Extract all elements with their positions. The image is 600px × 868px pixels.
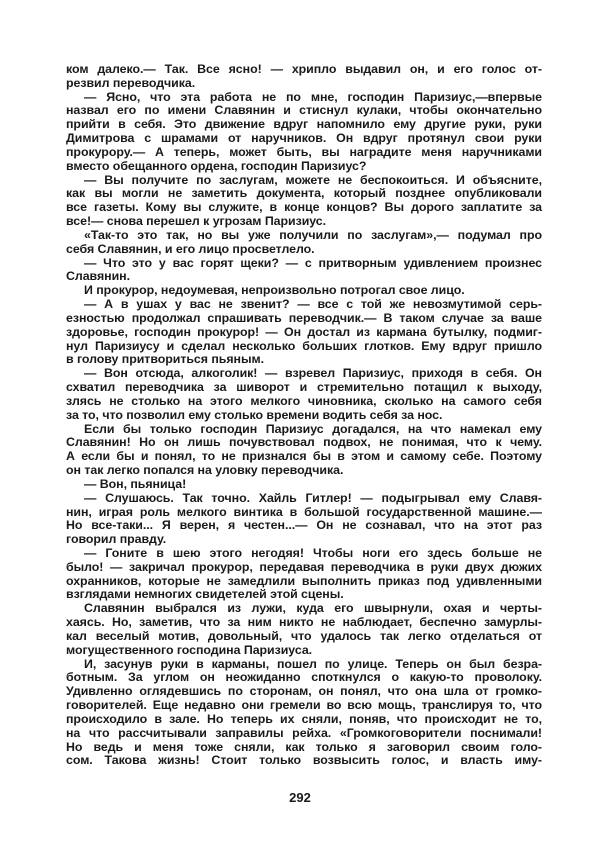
text-line: Славянин! Но он лишь почувствовал подвох, не понимая, что к чему. xyxy=(66,435,542,450)
text-line: на что рассчитывали заправилы рейха. «Громкоговорители поснимали! xyxy=(66,725,542,740)
text-line: могущественного господина Паризиуса. xyxy=(66,642,313,657)
text-line: за то, что позволил ему столько времени водить себя за нос. xyxy=(66,407,443,422)
text-line: — Ясно, что эта работа не по мне, господин Паризиус,—впервые xyxy=(84,89,542,104)
text-line: в голову притвориться пьяным. xyxy=(66,352,264,367)
text-line: прокурору.— А теперь, может быть, вы наградите меня наручниками xyxy=(66,144,542,159)
text-line: все газеты. Кому вы служите, в конце концов? Вы дорого заплатите за xyxy=(66,200,542,215)
text-line: езностью продолжал спрашивать переводчик.— В таком случае за ваше xyxy=(66,310,542,325)
text-line: Димитрова с шрамами от наручников. Он вдруг протянул свои руки xyxy=(66,131,542,146)
text-line: говорил правду. xyxy=(66,532,167,547)
text-line: — Слушаюсь. Так точно. Хайль Гитлер! — подыгрывал ему Славя- xyxy=(84,490,542,505)
text-line: ботным. За углом он неожиданно споткнулся о какую-то проволоку. xyxy=(66,670,542,685)
text-line: говорителей. Еще недавно они гремели во всю мощь, транслируя то, что xyxy=(66,698,542,713)
text-line: Но ведь и меня тоже сняли, как только я заговорил своим голо- xyxy=(66,739,542,754)
text-line: — А в ушах у вас не звенит? — все с той же невозмутимой серь- xyxy=(84,297,542,312)
text-line: назвал его по имени Славянин и стиснул кулаки, чтобы окончательно xyxy=(66,103,542,118)
text-line: — Вон, пьяница! xyxy=(84,476,187,491)
text-line: как вы могли не заметить документа, который позднее опубликовали xyxy=(66,186,542,201)
text-line: ком далеко.— Так. Все ясно! — хрипло выдавил он, и его голос от- xyxy=(66,62,542,76)
text-line: Славянин выбрался из лужи, куда его швырнули, охая и черты- xyxy=(84,601,542,616)
text-line: кал веселый мотив, довольный, что удалось так легко отделаться от xyxy=(66,628,542,643)
text-line: сом. Такова жизнь! Стоит только возвысить голос, и власть иму- xyxy=(66,753,542,768)
text-line: нин, играя роль мелкого винтика в большой государственной машине.— xyxy=(66,504,542,519)
text-line: Если бы только господин Паризиус догадался, на что намекал ему xyxy=(84,421,542,436)
text-line: — Вон отсюда, алкоголик! — взревел Паризиус, приходя в себя. Он xyxy=(84,366,542,381)
text-line: нул Паризиусу и сделал несколько больших глотков. Ему вдруг пришло xyxy=(66,338,542,353)
text-line: здоровье, господин прокурор! — Он достал из кармана бутылку, подмиг- xyxy=(66,324,542,339)
text-line: И прокурор, недоумевая, непроизвольно потрогал свое лицо. xyxy=(84,283,465,298)
text-line: он так легко попался на уловку переводчика. xyxy=(66,463,344,478)
text-line: взглядами немногих свидетелей этой сцены. xyxy=(66,587,344,602)
text-line: — Что это у вас горят щеки? — с притворным удивлением произнес xyxy=(84,255,542,270)
page-number: 292 xyxy=(289,790,311,805)
text-line: — Вы получите по заслугам, можете не беспокоиться. И объясните, xyxy=(84,172,542,187)
text-line: было! — закричал прокурор, передавая переводчика в руки двух дюжих xyxy=(66,559,542,574)
text-line: себя Славянин, и его лицо просветлело. xyxy=(66,241,315,256)
text-line: И, засунув руки в карманы, пошел по улице. Теперь он был безра- xyxy=(84,656,542,671)
text-line: Славянин. xyxy=(66,269,130,284)
text-line: Но все-таки... Я верен, я честен...— Он не сознавал, что на этот раз xyxy=(66,518,542,533)
text-line: Удивленно оглядевшись по сторонам, он понял, что она шла от громко- xyxy=(66,684,542,699)
text-line: схватил переводчика за шиворот и стремительно потащил к выходу, xyxy=(66,380,542,395)
text-line: охранников, которые не замедлили выполнить приказ под удивленными xyxy=(66,573,542,588)
text-line: вместо обещанного ордена, господин Паризиус? xyxy=(66,158,367,173)
text-line: резвил переводчика. xyxy=(66,75,196,90)
text-line: происходило в зале. Но теперь их сняли, поняв, что происходит не то, xyxy=(66,711,542,726)
page-body-text xyxy=(66,63,542,768)
text-line: все!— снова перешел к угрозам Паризиус. xyxy=(66,214,327,229)
text-line: злясь не столько на этого мелкого чиновника, сколько на самого себя xyxy=(66,393,542,408)
text-line: — Гоните в шею этого негодяя! Чтобы ноги его здесь больше не xyxy=(84,545,542,560)
text-line: «Так-то это так, но вы уже получили по заслугам»,— подумал про xyxy=(84,227,542,242)
text-line: хаясь. Но, заметив, что за ним никто не наблюдает, беспечно замурлы- xyxy=(66,615,542,630)
text-line: прийти в себя. Это движение вдруг напомнило ему другие руки, руки xyxy=(66,117,542,132)
text-line: А если бы и понял, то не признался бы в этом и самому себе. Поэтому xyxy=(66,449,542,464)
